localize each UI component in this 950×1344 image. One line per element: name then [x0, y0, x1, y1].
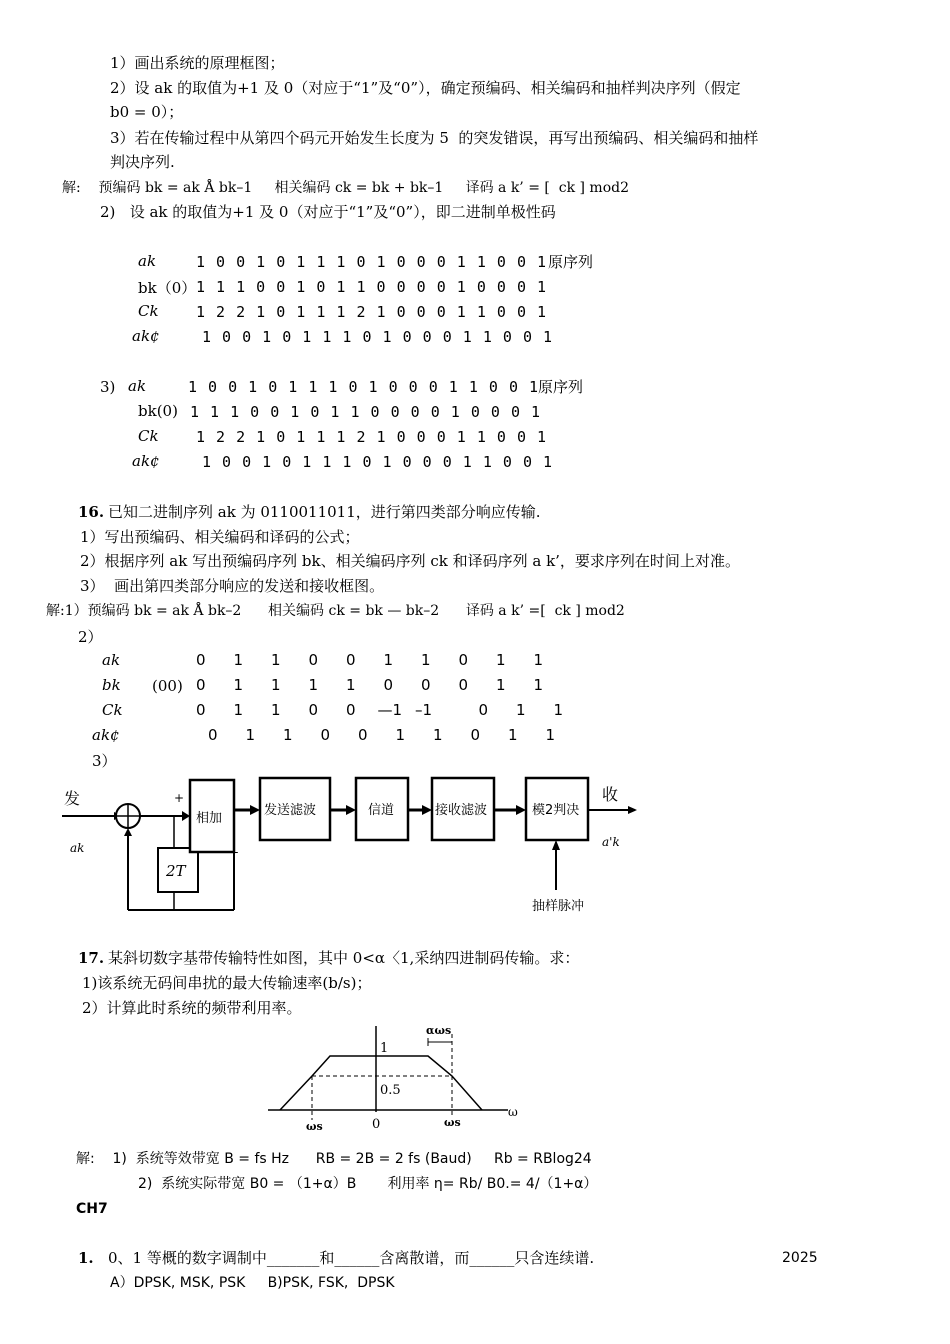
q16-item3: 3） 画出第四类部分响应的发送和接收框图。: [80, 577, 385, 595]
q17-item2: 2）计算此时系统的频带利用率。: [82, 999, 302, 1017]
ch7-q1-text: 0、1 等概的数字调制中_______和______含离散谱，而______只含连续谱.: [108, 1249, 595, 1267]
q16-ak-row: [196, 651, 556, 673]
table-cell: 0: [196, 651, 206, 669]
table-cell: 1: [383, 651, 394, 669]
t3-bk-row: 1 1 1 0 0 1 0 1 1 0 0 0 0 1 0 0 0 1: [190, 403, 542, 421]
q16-bk-label: bk: [102, 676, 121, 694]
q16-bk-row: [196, 676, 556, 698]
block-add-label: 相加: [196, 811, 223, 826]
table-cell: 1: [395, 726, 406, 744]
q15-item3a: 3）若在传输过程中从第四个码元开始发生长度为 5 的突发错误，再写出预编码、相关编码和抽样: [110, 129, 759, 147]
table-cell: 1: [283, 726, 293, 744]
q17-number: 17.: [78, 949, 105, 967]
t3-ck-row: 1 2 2 1 0 1 1 1 2 1 0 0 0 1 1 0 0 1: [196, 428, 548, 446]
table-cell: 1: [533, 676, 544, 694]
table-cell: 0: [208, 726, 218, 744]
table-cell: 1: [308, 676, 319, 694]
table-cell: 0: [421, 676, 431, 694]
q16-bk-prefix: (00): [152, 677, 183, 695]
table-cell: 1: [271, 701, 281, 719]
t2-akp-label: ak¢: [132, 327, 160, 345]
q15-item3b: 判决序列.: [110, 153, 175, 171]
t3-akp-label: ak¢: [132, 452, 160, 470]
q17-solution-2: 2) 系统实际带宽 B0 = （1+α）B 利用率 η= Rb/ B0.= 4/（1+α）: [138, 1176, 598, 1192]
minus-sign: -: [234, 845, 239, 860]
table-cell: 0: [470, 726, 481, 744]
q16-solution-2: 2）: [78, 628, 103, 646]
plus-sign: +: [174, 791, 185, 805]
send-label: 发: [64, 789, 81, 808]
q15-solution-2: 2) 设 ak 的取值为+1 及 0（对应于“1”及“0”），即二进制单极性码: [100, 203, 556, 221]
t2-ak-row: 1 0 0 1 0 1 1 1 0 1 0 0 0 1 1 0 0 1: [196, 253, 548, 271]
partial-response-block-diagram: [62, 770, 642, 920]
ch7-q1-number: 1.: [78, 1249, 94, 1267]
block-decision-label: 模2判决: [532, 803, 580, 818]
delay-label: 2T: [166, 862, 186, 880]
q16-akp-row: [208, 726, 568, 748]
table-cell: 0: [196, 701, 206, 719]
chapter-heading: CH7: [76, 1201, 108, 1217]
t2-bk-label: bk（0）: [138, 279, 197, 297]
table-cell: 1: [516, 701, 526, 719]
level-one-label: 1: [380, 1041, 389, 1056]
block-tx-filter-label: 发送滤波: [264, 803, 317, 818]
q15-solution-formulas: 解: 预编码 bk = ak Å bk–1 相关编码 ck = bk + bk–1 译码 a k’ = [ ck ] mod2: [62, 180, 630, 196]
q15-item2a: 2）设 ak 的取值为+1 及 0（对应于“1”及“0”），确定预编码、相关编码和抽样判决序列（假定: [110, 79, 741, 97]
output-label: a'k: [602, 835, 620, 849]
t2-akp-row: 1 0 0 1 0 1 1 1 0 1 0 0 0 1 1 0 0 1: [202, 328, 554, 346]
block-rx-filter-label: 接收滤波: [435, 803, 488, 818]
input-label: ak: [70, 841, 85, 855]
q16-solution-3: 3）: [92, 752, 117, 770]
table-cell: –1: [415, 701, 433, 719]
alpha-omega-label: αωs: [426, 1024, 452, 1037]
table-cell: 0: [458, 651, 469, 669]
q16-ck-row: [196, 701, 576, 723]
omega-s-left-label: ωs: [306, 1120, 323, 1130]
raised-cosine-graph: [268, 1020, 528, 1130]
sample-pulse-label: 抽样脉冲: [532, 899, 585, 914]
q16-number: 16.: [78, 503, 105, 521]
table-cell: 0: [346, 701, 356, 719]
t2-bk-row: 1 1 1 0 0 1 0 1 1 0 0 0 0 1 0 0 0 1: [196, 278, 548, 296]
table-cell: 0: [320, 726, 331, 744]
q17-item1: 1)该系统无码间串扰的最大传输速率(b/s)；: [82, 974, 372, 992]
table-cell: 0: [383, 676, 394, 694]
table-cell: 1: [421, 651, 431, 669]
t3-ak-label: ak: [128, 377, 147, 395]
table-cell: 0: [308, 651, 319, 669]
receive-label: 收: [602, 785, 619, 804]
omega-label: ω: [508, 1105, 518, 1119]
table-cell: 1: [346, 676, 356, 694]
t3-prefix: 3): [100, 378, 116, 396]
q16-ck-label: Ck: [102, 701, 123, 719]
t2-ak-note: 原序列: [548, 253, 594, 271]
q16-item1: 1）写出预编码、相关编码和译码的公式；: [80, 528, 360, 546]
t3-ak-note: 原序列: [538, 378, 584, 396]
ch7-q1-year: 2025: [782, 1250, 818, 1266]
block-channel-label: 信道: [368, 803, 395, 818]
level-half-label: 0.5: [380, 1083, 401, 1098]
q15-item2b: b0 = 0）；: [110, 103, 184, 121]
q16-ak-label: ak: [102, 651, 121, 669]
t2-ak-label: ak: [138, 252, 157, 270]
table-cell: 1: [496, 676, 506, 694]
q15-item1: 1）画出系统的原理框图；: [110, 54, 285, 72]
table-cell: 1: [271, 651, 281, 669]
table-cell: 1: [233, 701, 244, 719]
table-cell: 0: [358, 726, 368, 744]
t2-ck-row: 1 2 2 1 0 1 1 1 2 1 0 0 0 1 1 0 0 1: [196, 303, 548, 321]
table-cell: 0: [478, 701, 489, 719]
table-cell: 0: [308, 701, 319, 719]
table-cell: 1: [533, 651, 544, 669]
table-cell: 1: [245, 726, 256, 744]
table-cell: —1: [377, 701, 403, 719]
t2-ck-label: Ck: [138, 302, 159, 320]
t3-akp-row: 1 0 0 1 0 1 1 1 0 1 0 0 0 1 1 0 0 1: [202, 453, 554, 471]
q16-akp-label: ak¢: [92, 726, 120, 744]
table-cell: 0: [458, 676, 469, 694]
q16-item2: 2）根据序列 ak 写出预编码序列 bk、相关编码序列 ck 和译码序列 a k’，要求序列在时间上对准。: [80, 552, 740, 570]
table-cell: 1: [233, 676, 244, 694]
q16-title: 已知二进制序列 ak 为 0110011011，进行第四类部分响应传输.: [108, 503, 541, 521]
table-cell: 1: [433, 726, 443, 744]
q17-title: 某斜切数字基带传输特性如图，其中 0<α〈1,采纳四进制码传输。求：: [108, 949, 580, 967]
table-cell: 1: [271, 676, 281, 694]
table-cell: 1: [496, 651, 506, 669]
table-cell: 1: [545, 726, 556, 744]
t3-ak-row: 1 0 0 1 0 1 1 1 0 1 0 0 0 1 1 0 0 1: [188, 378, 540, 396]
table-cell: 1: [553, 701, 564, 719]
t3-ck-label: Ck: [138, 427, 159, 445]
origin-label: 0: [372, 1117, 381, 1130]
table-cell: 1: [508, 726, 518, 744]
q17-solution-1: 解: 1) 系统等效带宽 B = fs Hz RB = 2B = 2 fs (Baud) Rb = RBlog24: [76, 1151, 592, 1167]
table-cell: 1: [233, 651, 244, 669]
t3-bk-label: bk(0): [138, 402, 178, 420]
q16-solution-formulas: 解:1）预编码 bk = ak Å bk–2 相关编码 ck = bk — bk–2 译码 a k’ =[ ck ] mod2: [46, 603, 625, 619]
table-cell: 0: [196, 676, 206, 694]
omega-s-right-label: ωs: [444, 1116, 461, 1129]
table-cell: 0: [346, 651, 356, 669]
ch7-q1-options: A）DPSK, MSK, PSK B)PSK, FSK, DPSK: [110, 1275, 395, 1291]
